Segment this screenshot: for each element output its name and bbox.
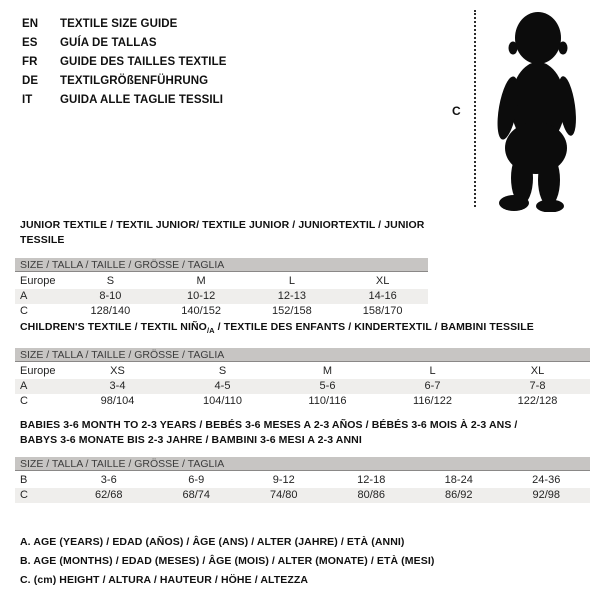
- table-cell: 86/92: [444, 489, 473, 501]
- table-cell: 6-9: [188, 474, 205, 486]
- table-row: [15, 274, 428, 289]
- size-header-bar: SIZE / TALLA / TAILLE / GRÖSSE / TAGLIA: [15, 348, 590, 362]
- table-cell: S: [106, 275, 115, 287]
- table-title: [20, 418, 590, 448]
- table-cell: 68/74: [182, 489, 211, 501]
- table-cell: 98/104: [100, 395, 135, 408]
- row-label: Europe: [20, 365, 56, 378]
- row-label: C: [20, 305, 28, 317]
- table-cell: XS: [110, 365, 125, 378]
- table-row: [15, 488, 590, 503]
- table-title: JUNIOR TEXTILE / TEXTIL JUNIOR/ TEXTILE JUNIOR / JUNIORTEXTIL / JUNIOR TESSILE: [20, 219, 425, 246]
- lang-label: GUIDE DES TAILLES TEXTILE: [60, 56, 227, 68]
- lang-label: GUIDA ALLE TAGLIE TESSILI: [60, 94, 224, 106]
- height-measure-label: C: [452, 104, 461, 118]
- row-label: C: [20, 489, 28, 501]
- table-cell: 3-6: [100, 474, 117, 486]
- table-cell: XL: [530, 365, 545, 378]
- lang-label: GUÍA DE TALLAS: [60, 37, 157, 49]
- table-cell: S: [218, 365, 227, 378]
- table-cell: 110/116: [308, 395, 347, 408]
- table-cell: 5-6: [319, 380, 336, 393]
- table-title: [20, 320, 590, 338]
- table-cell: 62/68: [94, 489, 123, 501]
- footnote-a: A. AGE (YEARS) / EDAD (AÑOS) / ÂGE (ANS) / ALTER (JAHRE) / ETÀ (ANNI): [20, 536, 405, 548]
- lang-row-de: [22, 72, 227, 91]
- table-cell: 24-36: [532, 474, 561, 486]
- title-line-1: BABIES 3-6 MONTH TO 2-3 YEARS / BEBÉS 3-6 MESES A 2-3 AÑOS / BÉBÉS 3-6 MOIS À 2-3 ANS /: [20, 419, 518, 431]
- table-row: [15, 394, 590, 409]
- table-cell: 122/128: [517, 395, 558, 408]
- table-row: [15, 473, 590, 488]
- children-size-table: [15, 320, 590, 409]
- size-header-bar: SIZE / TALLA / TAILLE / GRÖSSE / TAGLIA: [15, 258, 428, 272]
- table-cell: 3-4: [109, 380, 126, 393]
- table-cell: M: [322, 365, 333, 378]
- table-cell: 18-24: [444, 474, 473, 486]
- table-cell: XL: [375, 275, 390, 287]
- table-cell: 14-16: [368, 290, 397, 302]
- table-cell: 12-18: [357, 474, 386, 486]
- table-cell: 116/122: [413, 395, 452, 408]
- title-part: CHILDREN'S TEXTILE / TEXTIL NIÑO: [20, 321, 207, 333]
- table-cell: 6-7: [424, 380, 441, 393]
- table-cell: 9-12: [272, 474, 295, 486]
- lang-label: TEXTILE SIZE GUIDE: [60, 18, 178, 30]
- table-row: [15, 379, 590, 394]
- lang-code: FR: [22, 56, 38, 68]
- table-row: [15, 304, 428, 319]
- lang-code: IT: [22, 94, 33, 106]
- table-cell: 8-10: [99, 290, 122, 302]
- junior-size-table: [15, 218, 428, 319]
- lang-label: TEXTILGRÖßENFÜHRUNG: [60, 75, 209, 87]
- table-cell: M: [196, 275, 206, 287]
- lang-row-it: [22, 91, 227, 110]
- table-cell: 80/86: [357, 489, 386, 501]
- lang-code: ES: [22, 37, 38, 49]
- row-label: C: [20, 395, 28, 408]
- lang-code: EN: [22, 18, 39, 30]
- lang-row-es: [22, 34, 227, 53]
- table-cell: 158/170: [362, 305, 403, 317]
- table-cell: 7-8: [529, 380, 546, 393]
- height-measure-dashed-line: [474, 10, 476, 207]
- size-header-bar: SIZE / TALLA / TAILLE / GRÖSSE / TAGLIA: [15, 457, 590, 471]
- lang-row-fr: [22, 53, 227, 72]
- row-label: A: [20, 380, 28, 393]
- row-label: B: [20, 474, 28, 486]
- footnote-c: C. (cm) HEIGHT / ALTURA / HAUTEUR / HÖHE / ALTEZZA: [20, 574, 309, 586]
- title-line-2: BABYS 3-6 MONATE BIS 2-3 JAHRE / BAMBINI 3-6 MESI A 2-3 ANNI: [20, 434, 362, 446]
- lang-code: DE: [22, 75, 39, 87]
- table-cell: 74/80: [269, 489, 298, 501]
- language-title-block: [22, 15, 227, 110]
- table-cell: 152/158: [271, 305, 312, 317]
- row-label: Europe: [20, 275, 56, 287]
- row-label: A: [20, 290, 28, 302]
- table-row: [15, 364, 590, 379]
- title-subscript: /A: [206, 326, 215, 336]
- table-cell: 10-12: [187, 290, 216, 302]
- table-cell: L: [429, 365, 436, 378]
- table-cell: 128/140: [90, 305, 131, 317]
- table-cell: L: [288, 275, 295, 287]
- footnote-b: B. AGE (MONTHS) / EDAD (MESES) / ÂGE (MOIS) / ALTER (MONATE) / ETÀ (MESI): [20, 555, 435, 567]
- title-part: / TEXTILE DES ENFANTS / KINDERTEXTIL / BAMBINI TESSILE: [214, 321, 534, 333]
- table-cell: 4-5: [214, 380, 231, 393]
- table-cell: 140/152: [181, 305, 221, 317]
- table-cell: 104/110: [203, 395, 242, 408]
- baby-silhouette-icon: [486, 6, 590, 212]
- table-row: [15, 289, 428, 304]
- footnotes-block: [20, 533, 434, 590]
- table-cell: 92/98: [532, 489, 561, 501]
- lang-row-en: [22, 15, 227, 34]
- babies-size-table: [15, 418, 590, 503]
- table-cell: 12-13: [277, 290, 306, 302]
